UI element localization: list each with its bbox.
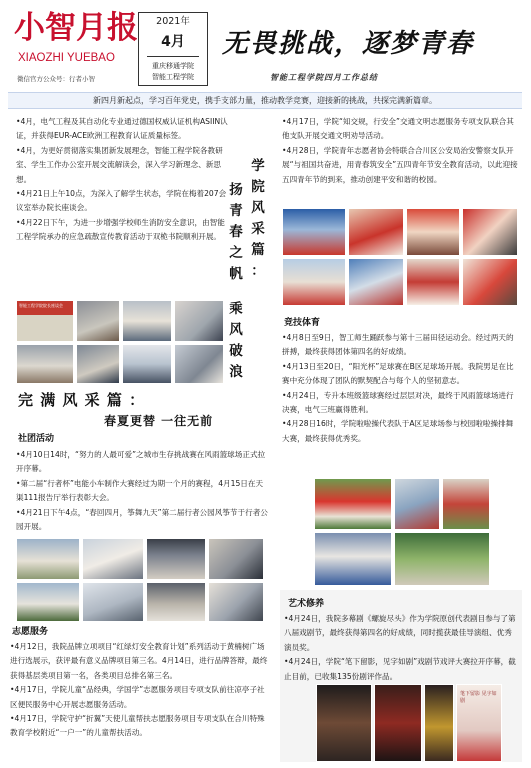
photo	[282, 208, 346, 256]
issue-year: 2021年	[156, 16, 190, 27]
photo	[348, 258, 404, 306]
subheading-char: 之	[229, 245, 243, 261]
subheading-char: 帆	[229, 266, 243, 282]
school-line-2: 智能工程学院	[152, 73, 194, 81]
news-item: •4月13日至20日，“阳光杯”足球赛在B区足球场开展。我院男足在比赛中充分体现了团队的默契配合与每个人的坚韧意志。	[282, 361, 514, 386]
college-style-subheading	[228, 180, 244, 383]
sports-title: 竞技体育	[284, 318, 321, 328]
club-photo-collage	[16, 538, 264, 622]
photo	[146, 582, 206, 622]
news-item: •4月，电气工程及其自动化专业通过德国权威认证机构ASIIN认证，并获得EUR-ACE欧洲工程教育认证质量标签。	[16, 117, 228, 141]
subheading-char	[228, 285, 244, 299]
photo	[394, 478, 440, 530]
photo	[208, 538, 264, 580]
photo	[348, 208, 404, 256]
news-item: •4月21日上午10点，为深入了解学生状态，学院在梅着207会议室举办院长座谈会。	[16, 189, 227, 213]
photo	[462, 258, 518, 306]
photo	[122, 300, 172, 342]
photo	[374, 684, 422, 762]
traffic-photo-collage	[282, 208, 518, 306]
photo	[76, 300, 120, 342]
sports-text	[282, 331, 518, 446]
club-text	[16, 448, 268, 534]
poster-label: 笔下留影 见字如剧	[460, 691, 497, 704]
issue-month: 4月	[161, 34, 185, 50]
photo	[174, 300, 224, 342]
complete-style-subheading: 春夏更替 一往无前	[104, 414, 214, 428]
heading-char: 学	[251, 158, 265, 174]
sports-photo-collage	[314, 478, 490, 586]
college-style-heading	[250, 156, 266, 282]
subheading-char: 扬	[229, 182, 243, 198]
heading-char: 风	[251, 200, 265, 216]
heading-char: ：	[251, 263, 265, 279]
complete-style-heading: 完 满 风 采 篇 ：	[18, 391, 146, 409]
subheading-char: 春	[229, 224, 243, 240]
subheading-char: 破	[229, 343, 243, 359]
news-item: •4月17日，学院“知交规，行安全”交通文明志愿服务专项支队联合其他支队开展交通文明劝导活动。	[282, 117, 514, 141]
news-item: •4月24日，学院“笔下留影，见字如剧”戏剧节戏评大赛拉开序幕，截止目前，已收集135份剧评作品。	[284, 657, 516, 681]
photo	[424, 684, 454, 762]
news-item: •4月17日，学院儿童“品经典，学国学”志愿服务项目专项支队前往凉亭子社区便民服务中心开展志愿服务活动。	[10, 685, 265, 709]
heading-char: 采	[251, 221, 265, 237]
news-item: •4月28日16时，学院啦啦操代表队于A区足球场参与校园啦啦操排舞大赛，最终获得优秀奖。	[282, 419, 514, 443]
news-item: •4月10日14时，“努力的人最可爱”之城市生存挑战赛在风雨篮球场正式拉开序幕。	[16, 450, 266, 474]
photo	[462, 208, 518, 256]
issue-info-box	[138, 12, 208, 86]
divider	[147, 56, 199, 57]
photo	[16, 344, 74, 384]
poster-image	[456, 684, 502, 762]
photo	[122, 344, 172, 384]
logo-title: 小智月报	[14, 10, 138, 46]
photo	[394, 532, 490, 586]
news-item: •4月，为更好贯彻落实集团新发展理念，智能工程学院各教研室、学生工作办公室开展交流解读会，深入学习新理念、新思想。	[16, 145, 223, 184]
subheading-char: 乘	[229, 301, 243, 317]
arts-photo-row	[316, 684, 502, 762]
photo	[208, 582, 264, 622]
photo	[316, 684, 372, 762]
volunteer-title: 志愿服务	[12, 627, 49, 637]
heading-char: 院	[251, 179, 265, 195]
photo	[442, 478, 490, 530]
photo	[16, 538, 80, 580]
news-item: •第二届“行者杯”电能小车制作大赛经过为期一个月的赛程，4月15日在天渠111报告厅举行表彰大会。	[16, 478, 264, 503]
logo-subtitle: XIAOZHI YUEBAO	[18, 52, 115, 64]
news-item: •4月28日，学院青年志愿者协会特联合合川区公安局治安警察支队开展“与祖国共奋进，用青春筑安全”五四青年节安全教育活动，以此迎接五四青年节的到来，推动创建平安和谐的校园。	[282, 145, 518, 184]
photo-caption: 智能工程学院院长座谈会	[19, 303, 63, 308]
photo	[76, 344, 120, 384]
news-item: •4月17日，学院守护“折翼”天使儿童帮扶志愿服务项目专项支队在合川特殊教育学校附近“一户一”的儿童帮扶活动。	[10, 714, 265, 738]
intro-banner: 新四月新起点，学习百年党史，携手支部力量，推动教学竞赛，迎接新的挑战，共探完满新篇章。	[8, 92, 522, 109]
news-item: •4月12日，我院品牌立项项目“红绿灯安全教育计划”系列活动于黄楠树广场进行选展示，获评最有意义品牌项目第三名。4月14日，进行品牌答辩，最终获得基层类项目第一名，各类项目总排名第三名。	[10, 642, 268, 680]
traffic-text	[282, 115, 518, 187]
news-item: •4月8日至9日，智工师生踊跃参与第十三届田径运动会。经过两天的拼搏，最终获得团体第四名的好成绩。	[282, 333, 514, 357]
page-subtitle: 智能工程学院四月工作总结	[270, 73, 378, 82]
subheading-char: 风	[229, 322, 243, 338]
arts-text	[284, 612, 518, 684]
photo	[406, 208, 460, 256]
photo	[16, 582, 80, 622]
photo	[146, 538, 206, 580]
page-title: 无畏挑战，逐梦青春	[222, 29, 475, 59]
photo	[16, 300, 74, 342]
subheading-char: 青	[229, 203, 243, 219]
photo	[174, 344, 224, 384]
volunteer-text	[10, 640, 268, 741]
subheading-char: 浪	[229, 364, 243, 380]
school-name	[139, 61, 207, 83]
heading-char: 篇	[251, 242, 265, 258]
news-item: •4月24日，我院多幕剧《螺旋尽头》作为学院原创代表剧目参与了第八届戏剧节，最终获得第四名的好成绩，同时揽获最佳导演组、优秀演员奖。	[284, 614, 516, 652]
photo	[406, 258, 460, 306]
college-photo-collage	[16, 300, 224, 384]
photo	[314, 478, 392, 530]
college-style-text	[16, 115, 229, 245]
photo	[314, 532, 392, 586]
photo	[82, 538, 144, 580]
photo	[282, 258, 346, 306]
news-item: •4月21日下午4点，“春回四月，筝舞九天”第二届行者公园风筝节于行者公园开展。	[16, 507, 268, 532]
club-title: 社团活动	[18, 434, 55, 444]
wechat-account: 微信官方公众号：行者小智	[17, 75, 95, 83]
news-item: •4月24日，专升本班级篮球赛经过层层对决，最终于风雨篮球场进行决赛，电气三班赢得胜利。	[282, 390, 514, 415]
news-item: •4月22日下午，为进一步增强学校师生消防安全意识，由智能工程学院承办的应急疏散宣传教育活动于双桅书院顺利开展。	[16, 217, 225, 242]
arts-title: 艺术修养	[288, 599, 325, 609]
school-line-1: 重庆移通学院	[152, 62, 194, 70]
photo	[82, 582, 144, 622]
